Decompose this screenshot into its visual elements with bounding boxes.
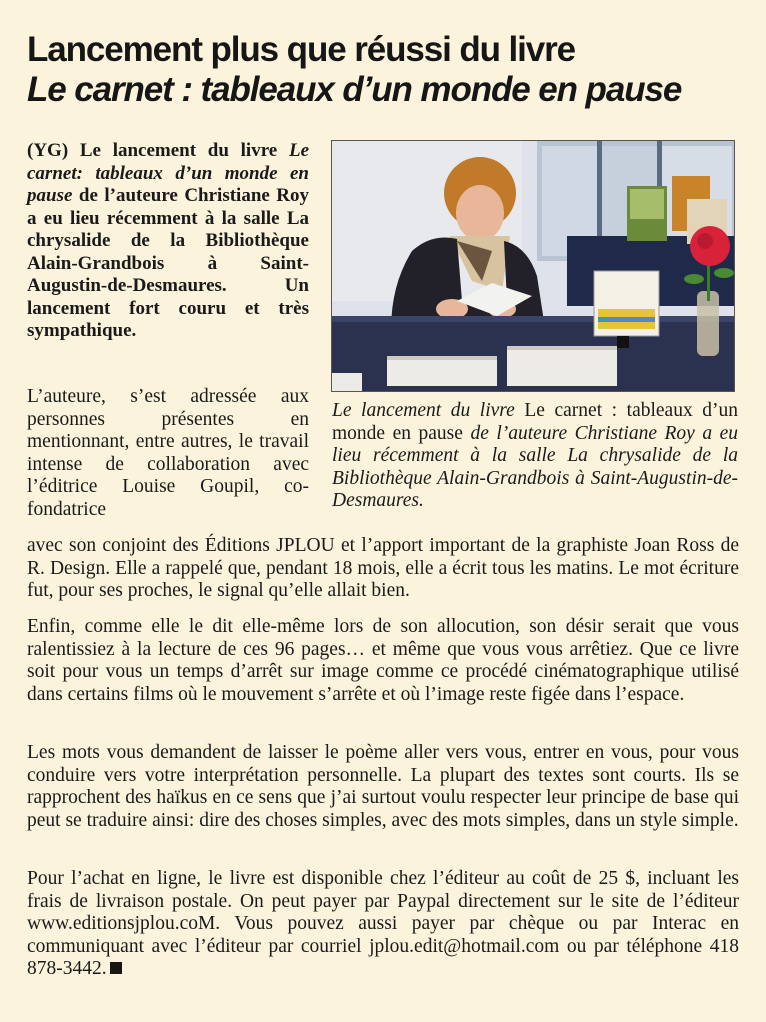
caption-book-title: Le carnet : tableaux d’un monde en pause: [332, 400, 738, 444]
caption-part-1: Le lancement du livre: [332, 400, 515, 421]
photo-caption: [332, 400, 738, 513]
launch-photo: [331, 140, 735, 392]
article-headline: [27, 30, 747, 110]
headline-line-2: Le carnet : tableaux d’un monde en pause: [27, 70, 682, 109]
paragraph-3: Les mots vous demandent de laisser le poème aller vers vous, entrer en vous, pour vous conduire vers votre interprétation personnelle. La plupart des textes sont courts. Ils se rapprochent des haïkus en ce sens que j’ai surtout voulu respecter leur principe de base qui peut se traduire ainsi: dire des choses simples, avec des mots simples, dans un style simple.: [27, 742, 739, 831]
paragraph-1-column: L’auteure, s’est adressée aux personnes présentes en mentionnant, entre autres, le travail intense de collaboration avec l’éditrice Louise Goupil, co-fondatrice: [27, 386, 309, 520]
lede-prefix: (YG) Le lancement du livre: [27, 140, 278, 161]
paragraph-2: Enfin, comme elle le dit elle-même lors de son allocution, son désir serait que vous ralentissiez à la lecture de ces 96 pages… et même que vous vous arrêtiez. Que ce livre soit pour vous un temps d’arrêt sur image comme ce procédé cinématographique utilisé dans certains films où le mouvement s’arrête et où l’image reste figée dans l’espace.: [27, 616, 739, 705]
end-of-article-mark: [110, 962, 122, 974]
paragraph-4: [27, 868, 739, 981]
lede-rest: de l’auteure Christiane Roy a eu lieu récemment à la salle La chrysalide de la Bibliothèque Alain-Grandbois à Saint-Augustin-de-Desmaures. Un lancement fort couru et très sympathique.: [27, 185, 310, 341]
article-lede: [27, 140, 309, 343]
lede-book-title: Le carnet: tableaux d’un monde en pause: [27, 140, 310, 206]
paragraph-4-text: Pour l’achat en ligne, le livre est disponible chez l’éditeur au coût de 25 $, incluant les frais de livraison postale. On peut payer par Paypal directement sur le site de l’éditeur www.editionsjplou.coM. Vous pouvez aussi payer par chèque ou par Interac en communiquant avec l’éditeur par courriel jplou.edit@hotmail.com ou par téléphone 418 878-3442.: [27, 868, 739, 979]
caption-part-3: de l’auteure Christiane Roy a eu lieu récemment à la salle La chrysalide de la Bibliothèque Alain-Grandbois à Saint-Augustin-de-Desmaures.: [332, 422, 738, 511]
headline-line-1: Lancement plus que réussi du livre: [27, 30, 576, 69]
paragraph-1-continued: avec son conjoint des Éditions JPLOU et l’apport important de la graphiste Joan Ross de R. Design. Elle a rappelé que, pendant 18 mois, elle a écrit tous les matins. Le mot écriture fut, pour ses proches, le signal qu’elle allait bien.: [27, 535, 739, 601]
